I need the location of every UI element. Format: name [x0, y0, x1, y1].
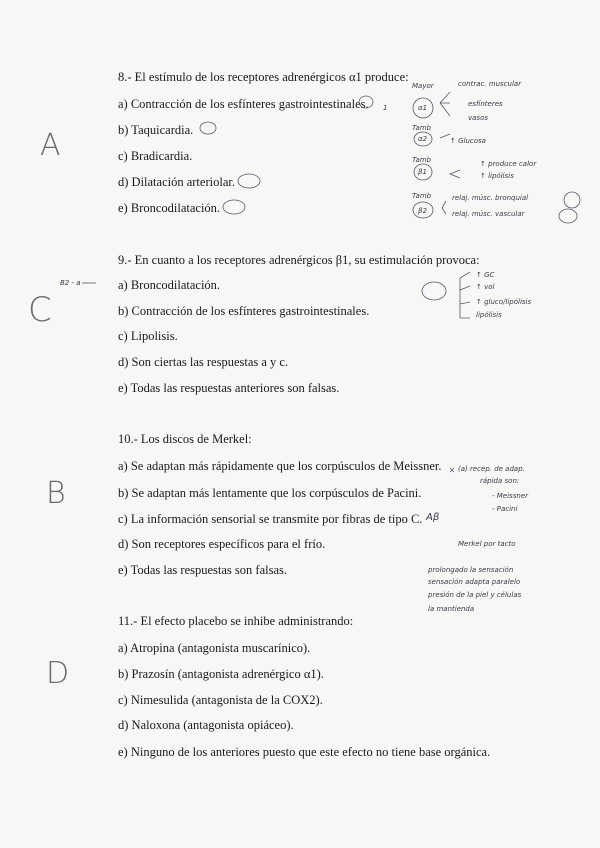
note-q8-tamb-2: Tamb: [412, 156, 432, 164]
note-q9-gluco: ↑ gluco/lipólisis: [476, 298, 532, 306]
note-q8-tag-1: 1: [383, 104, 388, 112]
note-q10-mantienda: la mantienda: [428, 605, 475, 613]
question-8-stem: 8.- El estímulo de los receptores adrenérgicos α1 produce:: [118, 70, 409, 84]
q9-option-d: d) Son ciertas las respuestas a y c.: [118, 355, 289, 369]
note-q8-vasos: vasos: [468, 114, 489, 122]
note-q10-meissner: - Meissner: [492, 492, 528, 500]
note-q8-tag-a2: α2: [418, 135, 428, 143]
note-q8-tag-b1: β1: [418, 168, 427, 176]
note-q8-tamb-1: Tamb: [412, 124, 432, 132]
note-q9-vol: ↑ vol: [476, 283, 495, 291]
q11-option-a: a) Atropina (antagonista muscarínico).: [118, 641, 311, 655]
note-q10-recep: (a) recep. de adap.: [458, 465, 525, 473]
note-q8-tamb-3: Tamb: [412, 192, 432, 200]
note-q8-glucosa: ↑ Glucosa: [450, 137, 486, 145]
q8-option-c: c) Bradicardia.: [118, 149, 193, 163]
answer-letter-q10: B: [46, 476, 66, 511]
q11-option-e: e) Ninguno de los anteriores puesto que este efecto no tiene base orgánica.: [118, 745, 491, 759]
note-q8-contrac: contrac. muscular: [458, 80, 522, 88]
note-q8-tag-a1: α1: [418, 104, 428, 112]
q8-option-d: d) Dilatación arteriolar.: [118, 175, 235, 189]
note-q10-rapida: rápida son:: [480, 477, 520, 485]
note-q10-merkel: Merkel por tacto: [458, 540, 516, 548]
q11-option-c: c) Nimesulida (antagonista de la COX2).: [118, 693, 323, 707]
note-q10-prolong: prolongado la sensación: [428, 566, 514, 574]
note-q10-presion: presión de la piel y células: [428, 591, 522, 599]
note-q8-tag-b2: β2: [418, 207, 427, 215]
q8-option-b: b) Taquicardia.: [118, 123, 194, 137]
q10-option-b: b) Se adaptan más lentamente que los corpúsculos de Pacini.: [118, 486, 422, 500]
note-q8-relaj-bronq: relaj. músc. bronquial: [452, 194, 529, 202]
note-q10-abeta: Aβ: [426, 512, 440, 523]
answer-letter-q9: C: [28, 290, 52, 330]
note-q8-calor: ↑ produce calor: [480, 160, 537, 168]
q11-option-b: b) Prazosín (antagonista adrenérgico α1).: [118, 667, 324, 681]
note-q10-pacini: - Pacini: [492, 505, 518, 513]
note-q9-gc: ↑ GC: [476, 271, 495, 279]
note-q8-mayor: Mayor: [412, 82, 434, 90]
q9-option-a: a) Broncodilatación.: [118, 278, 221, 292]
q9-option-b: b) Contracción de los esfínteres gastrointestinales.: [118, 304, 370, 318]
note-q8-relaj-vasc: relaj. músc. vascular: [452, 210, 525, 218]
q11-option-d: d) Naloxona (antagonista opiáceo).: [118, 718, 294, 732]
note-q10-sensacion: sensación adapta paralelo: [428, 578, 521, 586]
q10-option-d: d) Son receptores específicos para el frío.: [118, 537, 326, 551]
q8-option-a: a) Contracción de los esfínteres gastrointestinales.: [118, 97, 369, 111]
q9-option-e: e) Todas las respuestas anteriores son falsas.: [118, 381, 340, 395]
question-11-stem: 11.- El efecto placebo se inhibe administrando:: [118, 614, 354, 628]
note-q9-left: B2 - a: [60, 279, 81, 287]
q8-option-e: e) Broncodilatación.: [118, 201, 221, 215]
question-10-stem: 10.- Los discos de Merkel:: [118, 432, 252, 446]
answer-letter-q8: A: [40, 128, 61, 163]
answer-letter-q11: D: [46, 656, 70, 691]
q10-option-a: a) Se adaptan más rápidamente que los corpúsculos de Meissner.: [118, 459, 442, 473]
q9-option-c: c) Lipolisis.: [118, 329, 178, 343]
q10-option-e: e) Todas las respuestas son falsas.: [118, 563, 287, 577]
question-9-stem: 9.- En cuanto a los receptores adrenérgicos β1, su estimulación provoca:: [118, 253, 480, 267]
note-q9-lipolisis: lipólisis: [476, 311, 502, 319]
q10-option-c: c) La información sensorial se transmite por fibras de tipo C.: [118, 512, 423, 526]
note-q8-lipolisis: ↑ lipólisis: [480, 172, 514, 180]
note-q8-esfinteres: esfínteres: [468, 100, 503, 108]
